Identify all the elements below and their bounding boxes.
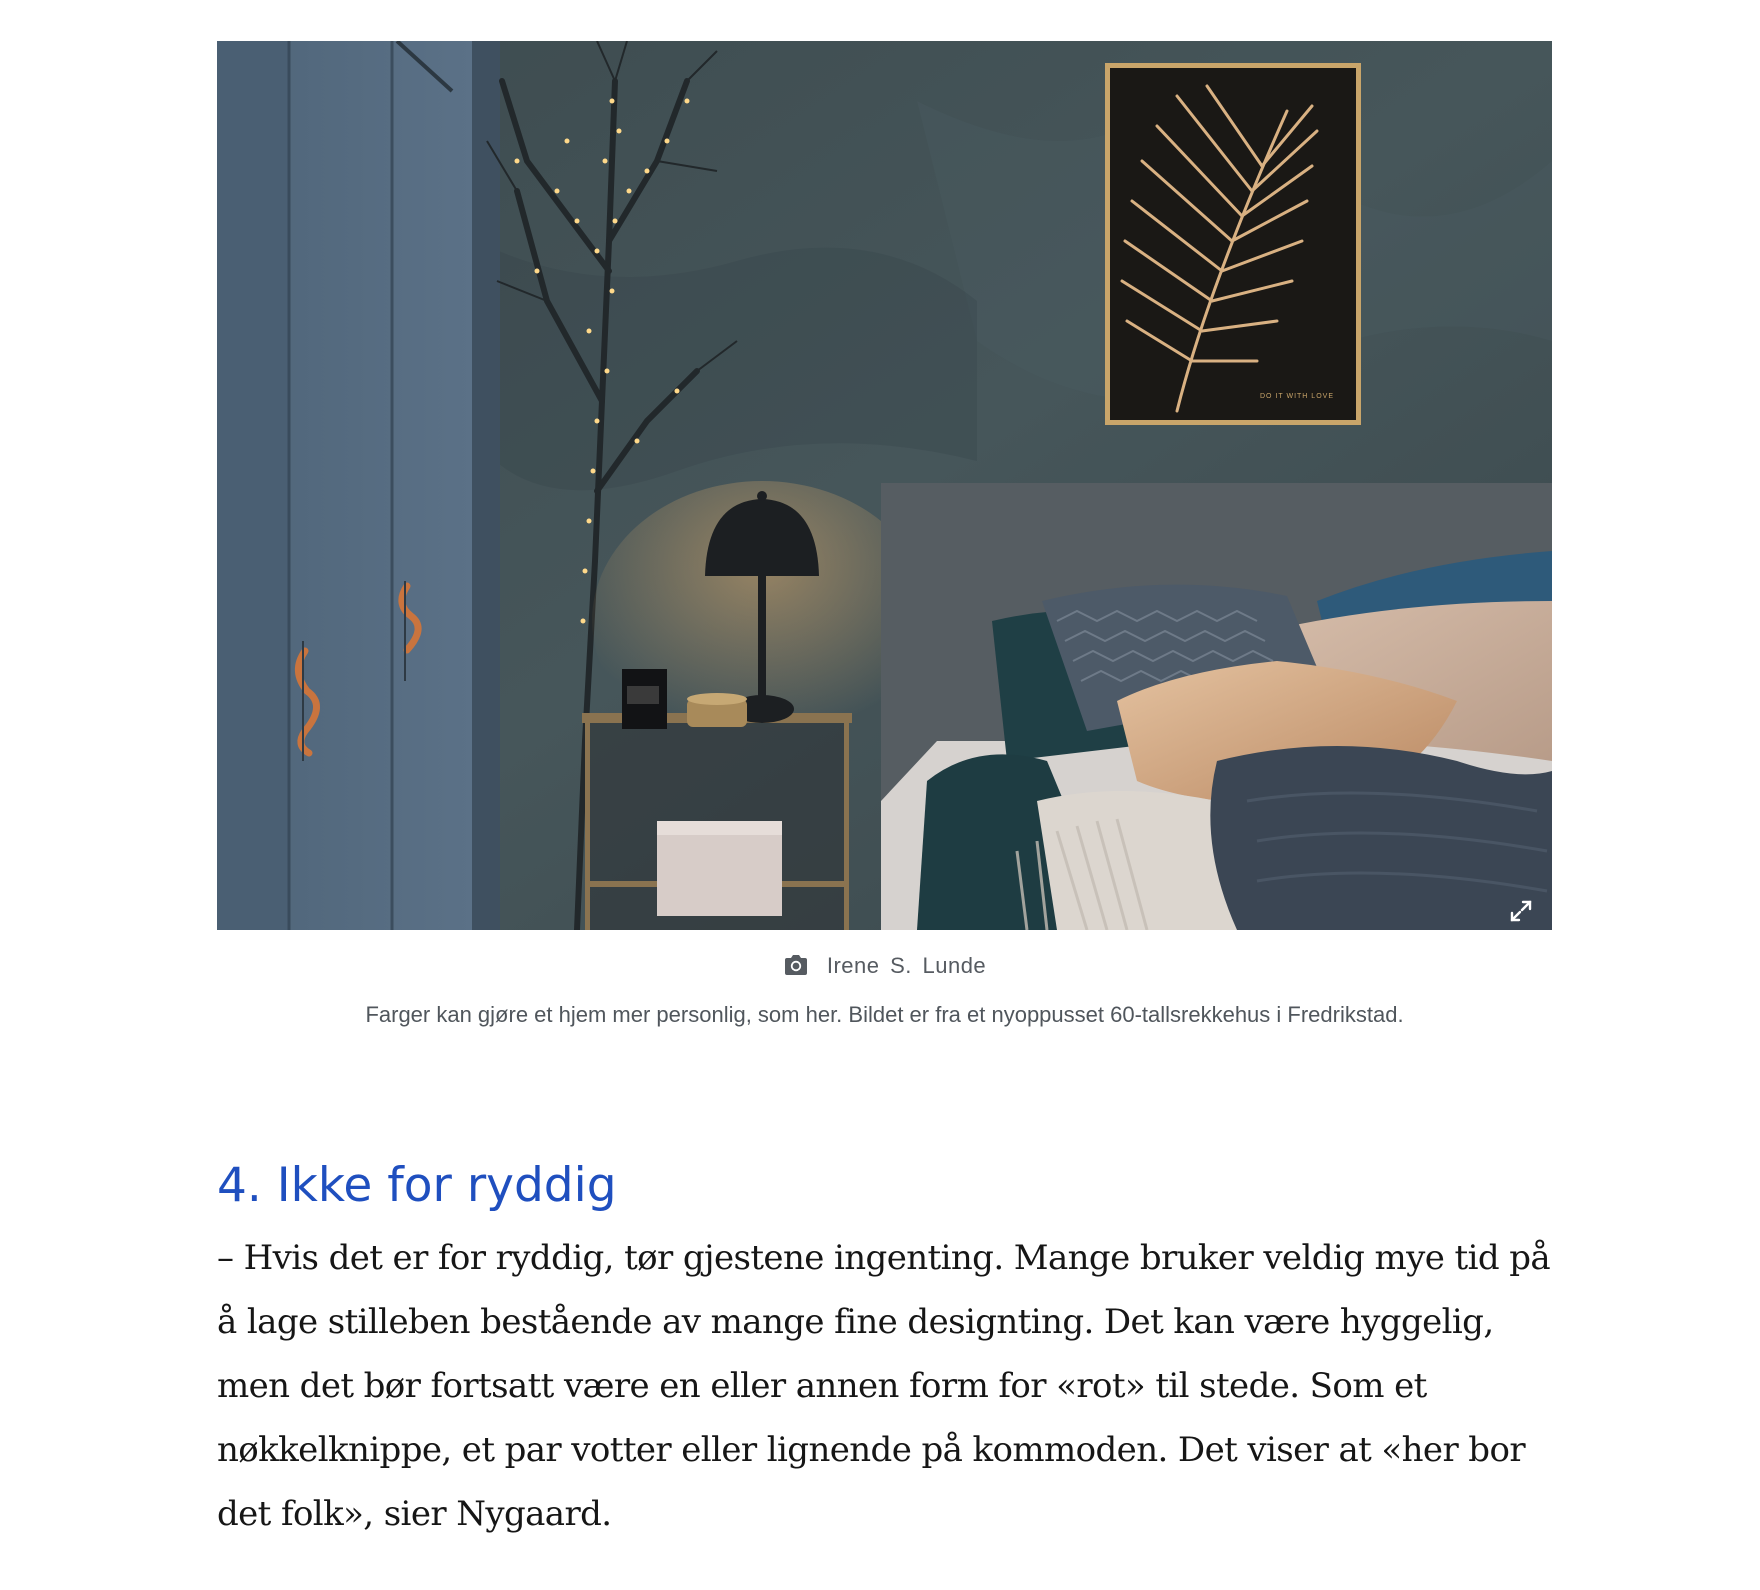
article-image[interactable] (217, 41, 1552, 930)
camera-icon (783, 954, 809, 976)
article-content (217, 41, 1552, 1546)
photo-credit-name: Irene S. Lunde (826, 953, 987, 978)
section-heading: 4. Ikke for ryddig (217, 1158, 617, 1213)
bedroom-photo (217, 41, 1552, 930)
image-caption: Farger kan gjøre et hjem mer personlig, som her. Bildet er fra et nyoppusset 60-tallsrekkehus i Fredrikstad. (365, 1002, 1404, 1027)
expand-icon[interactable] (1508, 898, 1534, 924)
section-paragraph: – Hvis det er for ryddig, tør gjestene ingenting. Mange bruker veldig mye tid på å lage stilleben bestående av mange fine designting. Det kan være hyggelig, men det bør fortsatt være en eller annen form for «rot» til stede. Som et nøkkelknippe, et par votter eller lignende på kommoden. Det viser at «her bor det folk», sier Nygaard. (217, 1238, 1551, 1534)
photo-credit (217, 952, 1552, 980)
poster-caption: DO IT WITH LOVE (1260, 393, 1334, 400)
